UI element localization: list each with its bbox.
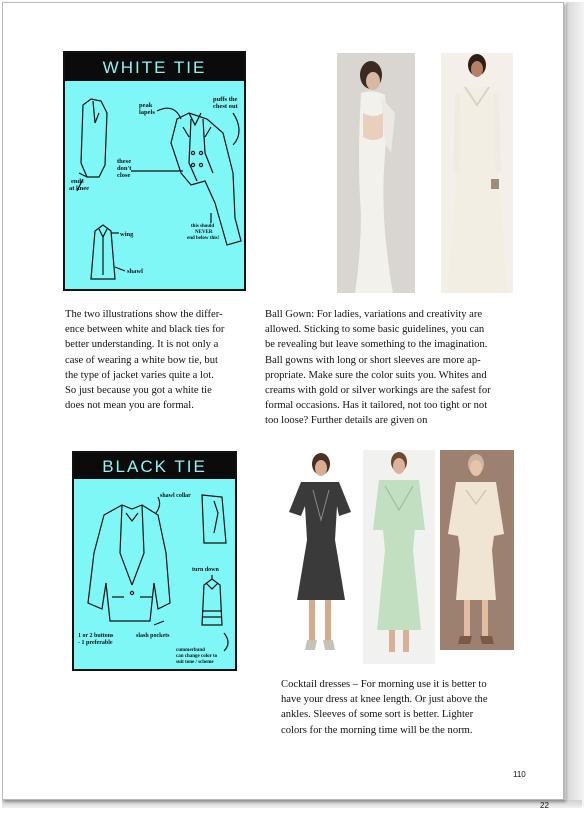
text-line: The two illustrations show the differ- (65, 309, 223, 320)
text-line: creams with gold or silver workings are the safest for (265, 385, 491, 397)
svg-text:close: close (117, 172, 131, 179)
svg-text:chest out: chest out (213, 103, 238, 110)
ball-gown-photo-2 (441, 53, 513, 293)
svg-text:ends: ends (71, 178, 84, 185)
svg-text:turn down: turn down (192, 567, 219, 573)
text-line: have your dress at knee length. Or just above the (281, 694, 488, 706)
text-line: allowed. Sticking to some basic guidelines, you can (265, 324, 485, 336)
cocktail-dress-photo-2 (363, 450, 435, 664)
text-line: be revealing but leave something to the imagination. (265, 339, 488, 351)
text-line: ence between white and black ties for (65, 324, 225, 336)
svg-text:lapels: lapels (139, 109, 155, 116)
ball-gown-paragraph (265, 307, 510, 429)
white-tie-illustration (63, 51, 246, 291)
text-line: the type of jacket varies quite a lot. (65, 369, 214, 381)
svg-text:1 or 2 buttons: 1 or 2 buttons (78, 633, 114, 639)
document-page (2, 2, 564, 800)
text-line: better understanding. It is not only a (65, 339, 219, 351)
svg-text:slash pockets: slash pockets (136, 633, 170, 639)
page-edge-bottom (2, 800, 582, 808)
text-line: Ball Gown: For ladies, variations and creativity are (265, 309, 483, 320)
white-tie-paragraph (65, 307, 243, 413)
cocktail-paragraph (281, 677, 507, 738)
page-number-inner: 110 (513, 770, 526, 779)
svg-text:shawl: shawl (127, 268, 143, 275)
svg-text:at knee: at knee (69, 185, 90, 192)
svg-text:peak: peak (139, 102, 153, 109)
svg-text:- 1 preferable: - 1 preferable (78, 640, 113, 646)
svg-text:these: these (117, 158, 132, 165)
svg-text:can change color to: can change color to (176, 654, 218, 659)
ball-gown-photo-1 (337, 53, 415, 293)
text-line: formal occasions. Has it tailored, not too tight or not (265, 400, 488, 412)
black-tie-title: BLACK TIE (74, 453, 235, 479)
black-tie-illustration (72, 451, 237, 671)
svg-text:suit tone / scheme: suit tone / scheme (176, 660, 214, 665)
svg-text:wing: wing (120, 231, 134, 238)
text-line: case of wearing a white bow tie, but (65, 354, 218, 366)
white-tie-drawing (65, 53, 244, 289)
svg-text:shawl collar: shawl collar (160, 493, 191, 499)
text-line: So just because you got a white tie (65, 385, 212, 397)
page-edge-right (566, 2, 584, 807)
text-line: does not mean you are formal. (65, 400, 194, 412)
text-line: Cocktail dresses – For morning use it is better to (281, 679, 487, 690)
svg-text:NEVER: NEVER (195, 230, 213, 235)
svg-text:end below this!: end below this! (187, 236, 220, 241)
cocktail-dress-photo-1 (283, 450, 355, 660)
jacket-shape (88, 505, 170, 621)
shirt-shape (202, 579, 222, 625)
svg-text:cummerbund: cummerbund (176, 648, 205, 653)
black-tie-drawing (74, 453, 235, 669)
text-line: colors for the morning time will be the norm. (281, 724, 473, 736)
svg-text:this should: this should (191, 224, 215, 229)
text-line: ankles. Sleeves of some sort is better. Lighter (281, 709, 474, 721)
svg-text:puffs the: puffs the (213, 96, 238, 103)
text-line: propriate. Make sure the color suits you. Whites and (265, 369, 487, 381)
svg-text:don't: don't (117, 165, 132, 172)
text-line: too loose? Further details are given on (265, 415, 428, 427)
text-line: Ball gowns with long or short sleeves are more ap- (265, 354, 481, 366)
page-number-outer: 22 (540, 801, 549, 810)
white-tie-title: WHITE TIE (65, 53, 244, 81)
cocktail-dress-photo-3 (440, 450, 514, 650)
